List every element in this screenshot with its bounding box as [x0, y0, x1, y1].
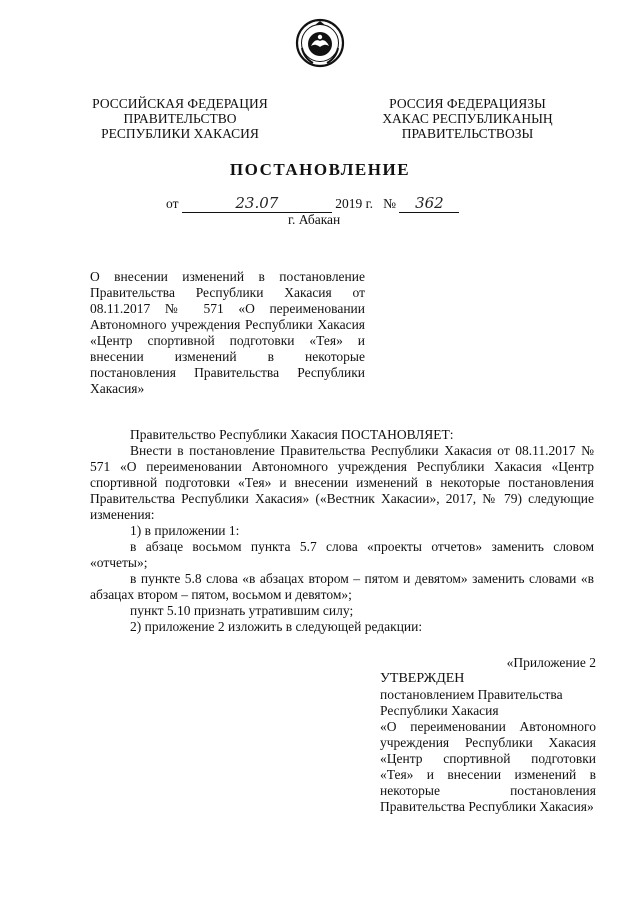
- appendix-line: Республики Хакасия: [380, 703, 499, 718]
- appendix-text: «О переименовании Автономного учреждения Республики Хакасия «Центр спортивной подготовки «Тея» и внесении изменений в некоторые постановления Правительства Республики Хакасия»: [380, 719, 596, 814]
- header-left-line: РОССИЙСКАЯ ФЕДЕРАЦИЯ: [92, 96, 268, 111]
- header-right-line: ПРАВИТЕЛЬСТВОЗЫ: [401, 126, 534, 141]
- date-field: [182, 194, 332, 213]
- body-paragraph: в абзаце восьмом пункта 5.7 слова «проекты отчетов» заменить словом «отчеты»;: [90, 539, 594, 570]
- subject-text: О внесении изменений в постановление Правительства Республики Хакасия от 08.11.2017 № 571 «О переименовании Автономного учреждения Республики Хакасия «Центр спортивной подготовки «Тея» и внесении изменений в некоторые постановления Правительства Республики Хакасия»: [90, 269, 365, 396]
- from-label: от: [166, 196, 179, 211]
- number-value: 362: [415, 194, 444, 212]
- appendix-label: «Приложение 2: [506, 655, 596, 670]
- body-paragraph: в пункте 5.8 слова «в абзацах втором – пятом и девятом» заменить словами «в абзацах втором – пятом, восьмом и девятом»;: [90, 571, 594, 602]
- city-label: г. Абакан: [288, 212, 341, 227]
- body-paragraph: пункт 5.10 признать утратившим силу;: [130, 603, 354, 618]
- body-paragraph: 2) приложение 2 изложить в следующей редакции:: [130, 619, 423, 634]
- date-line: [166, 194, 496, 213]
- body-paragraph: Правительство Республики Хакасия ПОСТАНОВЛЯЕТ:: [130, 427, 454, 442]
- header-right-line: ХАКАС РЕСПУБЛИКАНЫҢ: [382, 111, 553, 126]
- number-label: №: [383, 196, 397, 211]
- year-label: 2019 г.: [335, 196, 373, 211]
- document-title: ПОСТАНОВЛЕНИЕ: [229, 160, 411, 179]
- coat-of-arms-icon: [295, 18, 345, 68]
- appendix-block: [380, 655, 596, 815]
- body-text: [90, 427, 594, 635]
- body-paragraph: 1) в приложении 1:: [130, 523, 240, 538]
- appendix-line: постановлением Правительства: [380, 687, 563, 702]
- header-right: [375, 96, 560, 141]
- body-paragraph: Внести в постановление Правительства Республики Хакасия от 08.11.2017 № 571 «О переименовании Автономного учреждения Республики Хакасия «Центр спортивной подготовки «Тея» и внесении изменений в некоторые постановления Правительства Республики Хакасия» («Вестник Хакасии», 2017, № 79) следующие изменения:: [90, 443, 594, 522]
- approved-label: УТВЕРЖДЕН: [380, 671, 465, 686]
- header-left-line: ПРАВИТЕЛЬСТВО: [123, 111, 237, 126]
- number-field: [399, 194, 459, 213]
- header-right-line: РОССИЯ ФЕДЕРАЦИЯЗЫ: [389, 96, 546, 111]
- date-value: 23.07: [235, 194, 279, 212]
- header-left: [90, 96, 270, 141]
- header-left-line: РЕСПУБЛИКИ ХАКАСИЯ: [101, 126, 259, 141]
